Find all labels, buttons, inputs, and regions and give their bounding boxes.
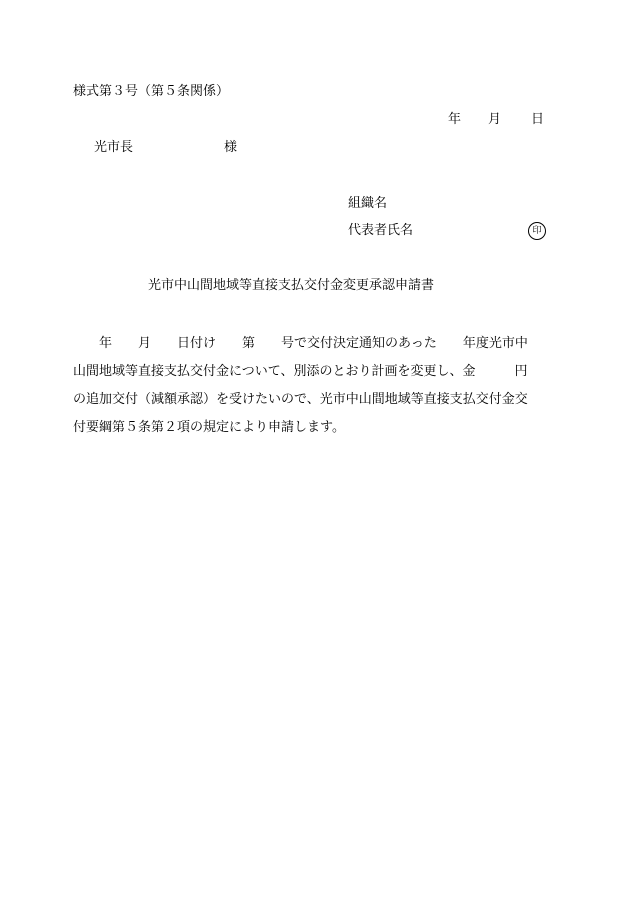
body-text <box>73 330 557 442</box>
seal-mark: 印 <box>528 222 546 240</box>
representative-label: 代表者氏名 <box>348 223 414 238</box>
document-title: 光市中山間地域等直接支払交付金変更承認申請書 <box>148 278 435 293</box>
date-year-label: 年 <box>448 112 462 127</box>
honorific: 様 <box>224 140 238 155</box>
body-line: の追加交付（減額承認）を受けたいので、光市中山間地域等直接支払交付金交 <box>73 392 528 407</box>
body-line: 山間地域等直接支払交付金について、別添のとおり計画を変更し、金 円 <box>73 364 528 379</box>
body-line: 年 月 日付け 第 号で交付決定通知のあった 年度光市中 <box>73 336 528 351</box>
form-number: 様式第３号（第５条関係） <box>73 84 230 99</box>
date-day-label: 日 <box>531 112 545 127</box>
organization-label: 組織名 <box>348 196 388 211</box>
body-line: 付要綱第５条第２項の規定により申請します。 <box>73 420 345 435</box>
addressee: 光市長 <box>94 140 134 155</box>
date-month-label: 月 <box>488 112 502 127</box>
